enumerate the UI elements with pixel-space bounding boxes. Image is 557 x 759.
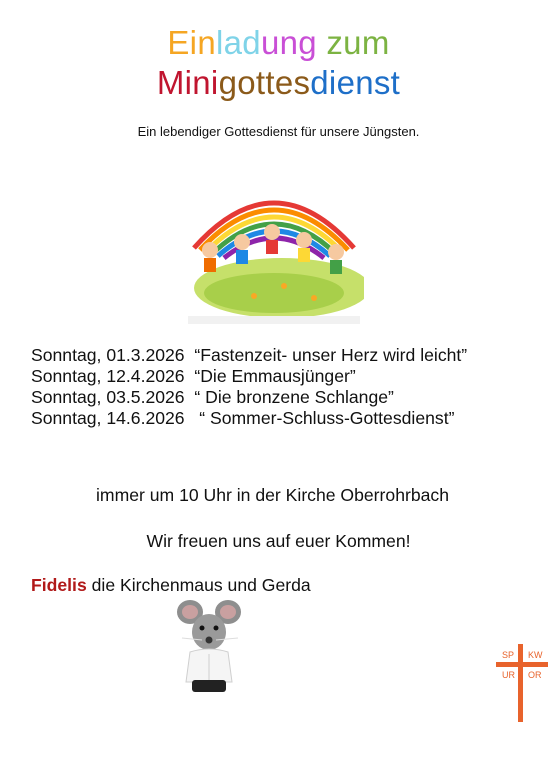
- schedule-list: [31, 345, 531, 429]
- signature: [31, 575, 311, 596]
- logo-letters: KW: [528, 650, 543, 660]
- time-info: immer um 10 Uhr in der Kirche Oberrohrbach: [96, 485, 449, 505]
- title-part: Ein: [167, 24, 216, 61]
- title-line-2: [0, 64, 557, 102]
- signature-rest: die Kirchenmaus und Gerda: [86, 575, 311, 595]
- title-part: gottes: [218, 64, 311, 101]
- title-part: Mini: [156, 64, 219, 101]
- signature-name: Fidelis: [31, 575, 87, 595]
- title-line-1: [0, 24, 557, 62]
- logo-letters: UR: [502, 670, 515, 680]
- title-part: dienst: [310, 64, 401, 101]
- logo-letters: SP: [502, 650, 515, 660]
- welcome-text: Wir freuen uns auf euer Kommen!: [146, 531, 411, 551]
- schedule-entry: Sonntag, 01.3.2026 “Fastenzeit- unser Herz wird leicht”: [31, 345, 468, 365]
- title-part: lad: [215, 24, 261, 61]
- schedule-entry: Sonntag, 03.5.2026 “ Die bronzene Schlange”: [31, 387, 394, 407]
- church-mouse-image: [172, 598, 246, 694]
- title-part: ung: [260, 24, 317, 61]
- spkw-cross-logo: [496, 644, 548, 722]
- schedule-entry: Sonntag, 12.4.2026 “Die Emmausjünger”: [31, 366, 356, 386]
- schedule-entry: Sonntag, 14.6.2026 “ Sommer-Schluss-Gottesdienst”: [31, 408, 455, 428]
- rainbow-children-illustration: [184, 168, 364, 326]
- subtitle: Ein lebendiger Gottesdienst für unsere Jüngsten.: [137, 124, 420, 139]
- logo-letters: OR: [528, 670, 542, 680]
- title-part: zum: [316, 24, 390, 61]
